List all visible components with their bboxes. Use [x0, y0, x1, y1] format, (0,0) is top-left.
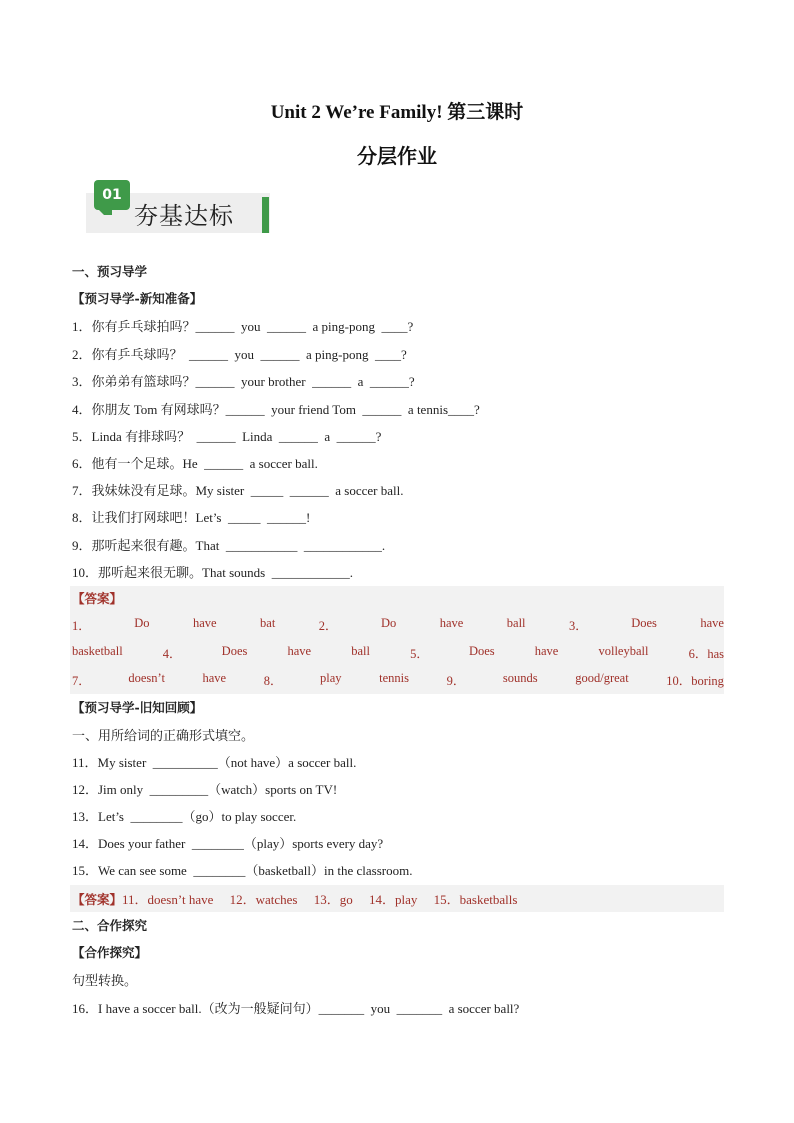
page-subtitle: 分层作业	[357, 144, 437, 168]
question-item: 3．你弟弟有篮球吗？______ your brother ______ a ______?	[72, 374, 415, 389]
question-item: 4．你朋友 Tom 有网球吗？______ your friend Tom ______ a tennis____?	[72, 402, 480, 417]
instruction-text: 一、用所给词的正确形式填空。	[72, 729, 255, 744]
question-item: 11．My sister __________（not have）a soccer ball.	[72, 755, 357, 770]
answer-cell: volleyball	[598, 644, 649, 658]
answer-row	[72, 671, 724, 689]
answer-cell: bat	[260, 616, 276, 630]
answer-cell: 7．	[72, 674, 91, 688]
answer-row	[72, 616, 724, 634]
answer-label: 【答案】	[72, 591, 123, 606]
answer-cell: good/great	[575, 671, 629, 685]
section-heading-2: 二、合作探究	[72, 918, 148, 933]
question-item: 9．那听起来很有趣。That ___________ ____________.	[72, 538, 386, 553]
answer-cell: 10．boring	[666, 674, 724, 688]
answer-cell: Does	[221, 644, 248, 658]
question-item: 12．Jim only _________（watch）sports on TV!	[72, 782, 338, 797]
answer-cell: ball	[506, 616, 526, 630]
instruction-text: 句型转换。	[72, 974, 138, 989]
answer-cell: 4．	[162, 647, 182, 661]
part-heading-cooperation: 【合作探究】	[72, 945, 148, 960]
part-heading-new-knowledge: 【预习导学-新知准备】	[72, 291, 203, 306]
answer-row	[72, 644, 724, 662]
answer-cell: 1．	[72, 619, 91, 633]
answer-cell: Do	[134, 616, 150, 630]
question-item: 8．让我们打网球吧！Let’s _____ ______!	[72, 510, 311, 525]
answer-cell: 2．	[318, 619, 338, 633]
question-item: 10．那听起来很无聊。That sounds ____________.	[72, 565, 353, 580]
answer-text: 11．doesn’t have 12．watches 13．go 14．play 15．basketballs	[122, 892, 518, 907]
question-item: 13．Let’s ________（go）to play soccer.	[72, 809, 297, 824]
banner-label: 夯基达标	[134, 202, 234, 230]
answer-cell: basketball	[72, 644, 123, 658]
answer-cell: have	[534, 644, 559, 658]
answer-cell: have	[700, 616, 724, 630]
answer-cell: have	[439, 616, 464, 630]
question-item: 1．你有乒乓球拍吗？______ you ______ a ping-pong ____?	[72, 319, 414, 334]
question-item: 5．Linda 有排球吗？ ______ Linda ______ a ______?	[72, 429, 382, 444]
question-item: 6．他有一个足球。He ______ a soccer ball.	[72, 456, 318, 471]
question-item: 14．Does your father ________（play）sports every day?	[72, 836, 384, 851]
question-item: 7．我妹妹没有足球。My sister _____ ______ a soccer ball.	[72, 483, 404, 498]
answer-cell: Does	[468, 644, 495, 658]
answer-cell: doesn’t	[128, 671, 165, 685]
answer-cell: have	[287, 644, 312, 658]
answer-cell: have	[192, 616, 217, 630]
answer-cell: 5．	[410, 647, 429, 661]
answer-cell: sounds	[502, 671, 538, 685]
answer-cell: Do	[380, 616, 397, 630]
answer-cell: ball	[351, 644, 370, 658]
answer-cell: Does	[631, 616, 657, 630]
answer-cell: 3．	[568, 619, 588, 633]
section-banner	[86, 187, 270, 233]
answer-cell: 6．has	[688, 647, 724, 661]
section-heading-1: 一、预习导学	[72, 264, 148, 279]
answer-cell: have	[202, 671, 227, 685]
banner-accent-bar	[262, 197, 269, 233]
question-item: 16．I have a soccer ball.（改为一般疑问句）_______ you _______ a soccer ball?	[72, 1001, 520, 1016]
answer-cell: 9．	[446, 674, 466, 688]
page-title: Unit 2 We’re Family! 第三课时	[270, 102, 524, 123]
part-heading-review: 【预习导学-旧知回顾】	[72, 700, 203, 715]
answer-cell: 8．	[263, 674, 283, 688]
question-item: 15．We can see some ________（basketball）in the classroom.	[72, 863, 413, 878]
answer-cell: play	[320, 671, 342, 685]
answer-line	[72, 889, 517, 908]
answer-label: 【答案】	[72, 892, 123, 907]
banner-number-badge: 01	[94, 180, 130, 210]
answer-cell: tennis	[379, 671, 409, 685]
question-item: 2．你有乒乓球吗？ ______ you ______ a ping-pong ____?	[72, 347, 407, 362]
